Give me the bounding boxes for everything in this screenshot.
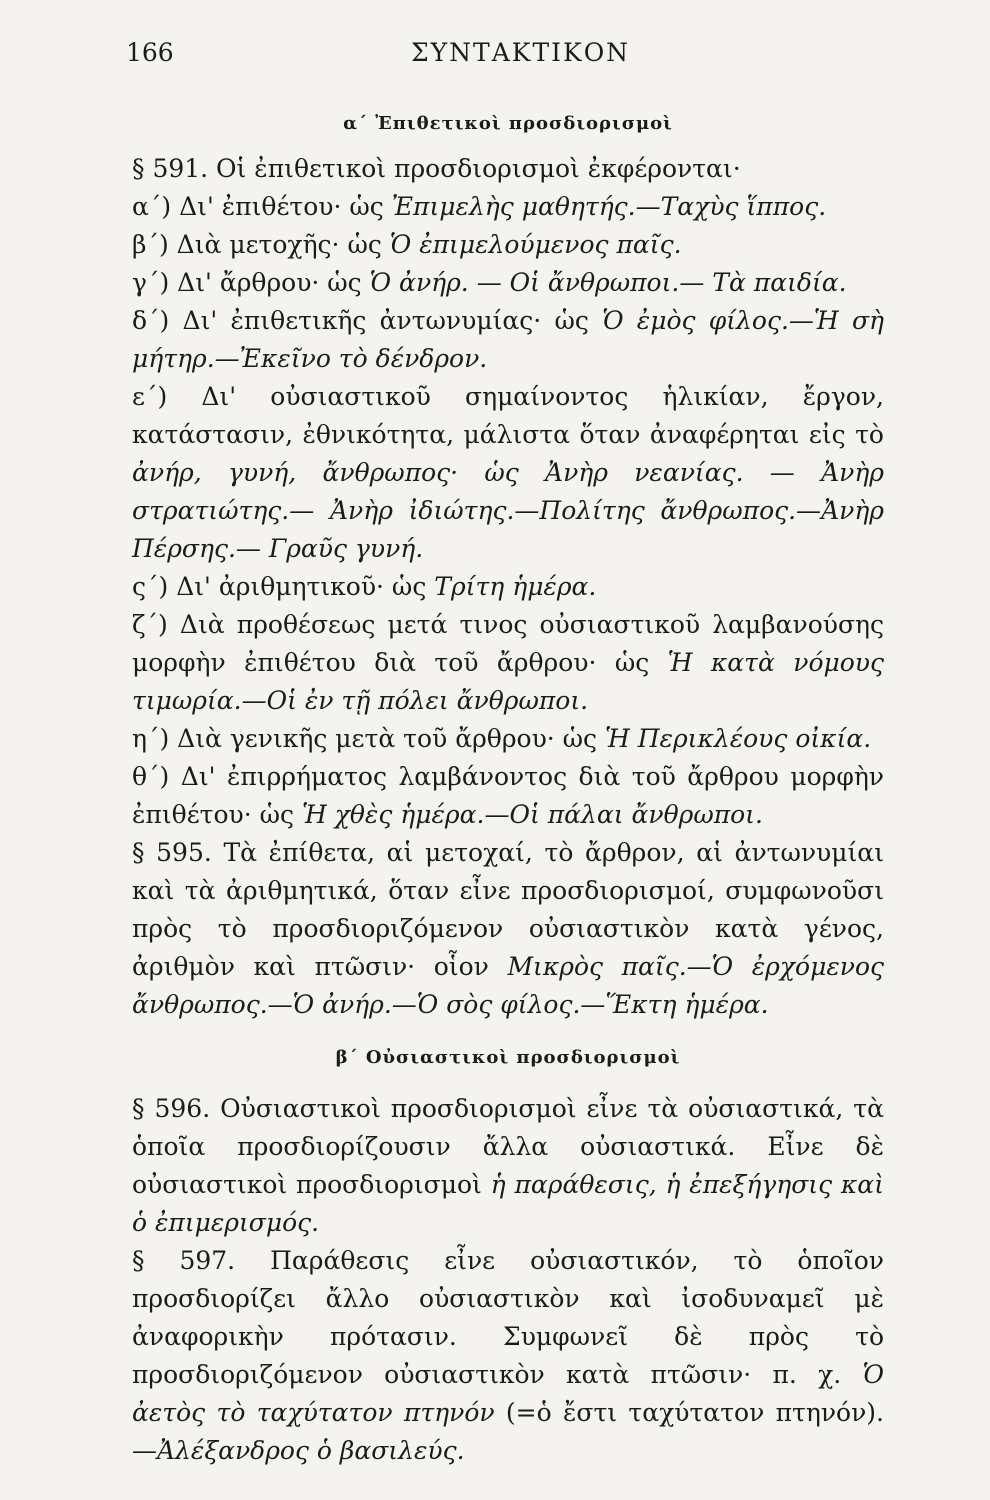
list-591 bbox=[132, 188, 884, 834]
list-item: γ΄) Δι' ἄρθρου· ὡς Ὁ ἀνήρ. — Οἱ ἄνθρωποι.— Τὰ παιδία. bbox=[132, 268, 847, 297]
section-heading-a: α΄ Ἐπιθετικοὶ προσδιορισμοὶ bbox=[343, 113, 673, 134]
list-item: ζ΄) Διὰ προθέσεως μετά τινος οὐσιαστικοῦ λαμβανούσης μορφὴν ἐπιθέτου διὰ τοῦ ἄρθρου· ὡς Ἡ κατὰ νόμους τιμωρία.—Οἱ ἐν τῇ πόλει ἄνθρωποι. bbox=[132, 610, 884, 715]
list-item: θ΄) Δι' ἐπιρρήματος λαμβάνοντος διὰ τοῦ ἄρθρου μορφὴν ἐπιθέτου· ὡς Ἡ χθὲς ἡμέρα.—Οἱ πάλαι ἄνθρωποι. bbox=[132, 762, 884, 829]
paragraph-596: § 596. Οὐσιαστικοὶ προσδιορισμοὶ εἶνε τὰ οὐσιαστικά, τὰ ὁποῖα προσδιορίζουσιν ἄλλα οὐσιαστικά. Εἶνε δὲ οὐσιαστικοὶ προσδιορισμοὶ ἡ παράθεσις, ἡ ἐπεξήγησις καὶ ὁ ἐπιμερισμός. bbox=[132, 1094, 884, 1237]
list-item: ε΄) Δι' οὐσιαστικοῦ σημαίνοντος ἡλικίαν, ἔργον, κατάστασιν, ἐθνικότητα, μάλιστα ὅταν ἀναφέρηται εἰς τὸ ἀνήρ, γυνή, ἄνθρωπος· ὡς Ἀνὴρ νεανίας. — Ἀνὴρ στρατιώτης.— Ἀνὴρ ἰδιώτης.—Πολίτης ἄνθρωπος.—Ἀνὴρ Πέρσης.— Γραῦς γυνή. bbox=[132, 382, 884, 563]
section-heading-b: β΄ Οὐσιαστικοὶ προσδιορισμοὶ bbox=[335, 1047, 681, 1068]
paragraph-595: § 595. Τὰ ἐπίθετα, αἱ μετοχαί, τὸ ἄρθρον, αἱ ἀντωνυμίαι καὶ τὰ ἀριθμητικά, ὅταν εἶνε προσδιορισμοί, συμφωνοῦσι πρὸς τὸ προσδιοριζόμενον οὐσιαστικὸν κατὰ γένος, ἀριθμὸν καὶ πτῶσιν· οἷον Μικρὸς παῖς.—Ὁ ἐρχόμενος ἄνθρωπος.—Ὁ ἀνήρ.—Ὁ σὸς φίλος.—Ἕκτη ἡμέρα. bbox=[132, 838, 884, 1019]
list-item: α΄) Δι' ἐπιθέτου· ὡς Ἐπιμελὴς μαθητής.—Ταχὺς ἵππος. bbox=[132, 192, 827, 221]
page-body bbox=[132, 100, 884, 1470]
page-number: 166 bbox=[126, 38, 174, 67]
running-title: ΣΥΝΤΑΚΤΙΚΟΝ bbox=[411, 38, 631, 67]
list-item: η΄) Διὰ γενικῆς μετὰ τοῦ ἄρθρου· ὡς Ἡ Περικλέους οἰκία. bbox=[132, 724, 872, 753]
paragraph-597: § 597. Παράθεσις εἶνε οὐσιαστικόν, τὸ ὁποῖον προσδιορίζει ἄλλο οὐσιαστικὸν καὶ ἰσοδυναμεῖ μὲ ἀναφορικὴν πρότασιν. Συμφωνεῖ δὲ πρὸς τὸ προσδιοριζόμενον οὐσιαστικὸν κατὰ πτῶσιν· π. χ. Ὁ ἀετὸς τὸ ταχύτατον πτηνόν (=ὁ ἔστι ταχύτατον πτηνόν).—Ἀλέξανδρος ὁ βασιλεύς. bbox=[132, 1246, 884, 1465]
list-item: δ΄) Δι' ἐπιθετικῆς ἀντωνυμίας· ὡς Ὁ ἐμὸς φίλος.—Ἡ σὴ μήτηρ.—Ἐκεῖνο τὸ δένδρον. bbox=[132, 306, 884, 373]
running-head bbox=[126, 38, 886, 70]
list-item: ς΄) Δι' ἀριθμητικοῦ· ὡς Τρίτη ἡμέρα. bbox=[132, 572, 597, 601]
list-item: β΄) Διὰ μετοχῆς· ὡς Ὁ ἐπιμελούμενος παῖς. bbox=[132, 230, 682, 259]
paragraph-591-intro: § 591. Οἱ ἐπιθετικοὶ προσδιορισμοὶ ἐκφέρονται· bbox=[132, 154, 741, 183]
